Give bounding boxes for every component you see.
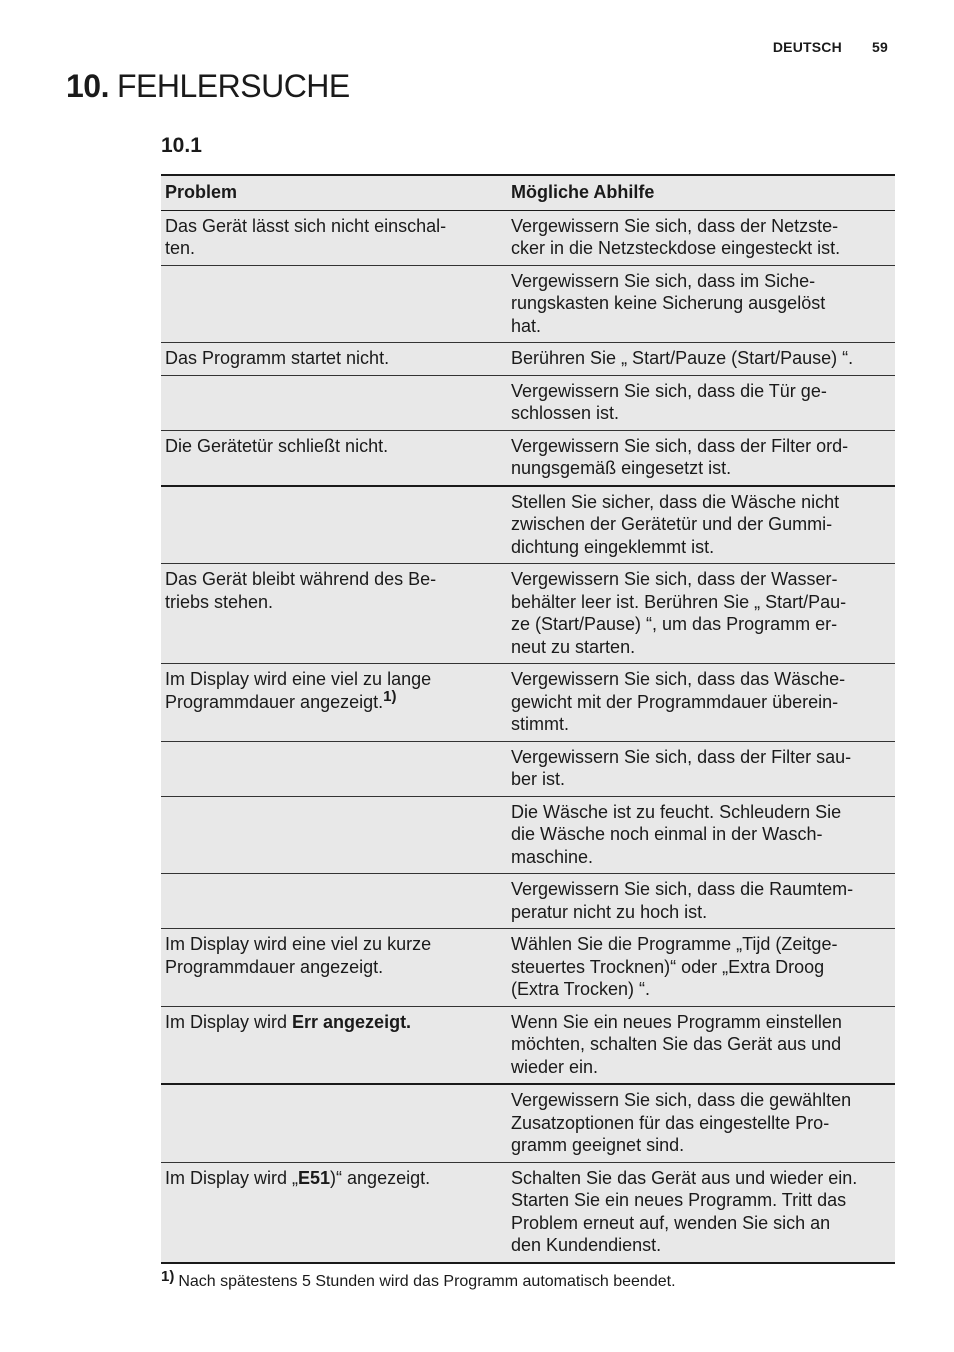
table-row <box>161 741 895 796</box>
table-row <box>161 929 895 1007</box>
table-row <box>161 796 895 874</box>
problem-cell <box>161 874 507 929</box>
chapter-title <box>66 68 350 105</box>
chapter-title-text: FEHLERSUCHE <box>116 68 350 104</box>
problem-cell: Das Gerät bleibt während des Be- triebs stehen. <box>165 569 437 612</box>
page-number: 59 <box>872 39 888 55</box>
remedy-cell: Schalten Sie das Gerät aus und wieder ein. Starten Sie ein neues Programm. Tritt das Problem erneut auf, wenden Sie sich an den Kundendienst. <box>511 1167 858 1255</box>
footnote <box>161 1268 676 1291</box>
table-row <box>161 265 895 343</box>
chapter-number: 10. <box>66 68 109 104</box>
problem-cell: Das Programm startet nicht. <box>165 348 390 368</box>
remedy-cell: Vergewissern Sie sich, dass der Wasser- behälter leer ist. Berühren Sie „ Start/Pau- ze (Start/Pause) “, um das Programm er- neut zu starten. <box>511 569 847 657</box>
problem-text: Im Display wird „ <box>165 1167 299 1188</box>
remedy-cell: Wenn Sie ein neues Programm einstellen möchten, schalten Sie das Gerät aus und wieder ein. <box>511 1011 842 1077</box>
problem-cell <box>161 796 507 874</box>
remedy-cell: Vergewissern Sie sich, dass im Siche- rungskasten keine Sicherung ausgelöst hat. <box>511 270 826 336</box>
table-row <box>161 375 895 430</box>
page-header <box>773 39 888 55</box>
table-row <box>161 1006 895 1084</box>
problem-cell <box>161 486 507 564</box>
table-row <box>161 664 895 742</box>
remedy-cell: Vergewissern Sie sich, dass die Raumtem- peratur nicht zu hoch ist. <box>511 879 854 922</box>
problem-cell <box>161 1162 507 1263</box>
remedy-cell: Vergewissern Sie sich, dass der Filter sau- ber ist. <box>511 746 852 789</box>
remedy-cell: Stellen Sie sicher, dass die Wäsche nicht zwischen der Gerätetür und der Gummi- dichtung eingeklemmt ist. <box>511 491 840 557</box>
table-row <box>161 486 895 564</box>
footnote-reference: 1) <box>383 687 397 705</box>
table-header-row <box>161 175 895 210</box>
footnote-text: Nach spätestens 5 Stunden wird das Programm automatisch beendet. <box>178 1273 676 1290</box>
column-header-problem: Problem <box>165 182 238 202</box>
error-code-text: Err angezeigt. <box>292 1011 412 1032</box>
problem-cell: Die Gerätetür schließt nicht. <box>165 435 389 456</box>
problem-cell: Im Display wird eine viel zu kurze Programmdauer angezeigt. <box>165 934 432 977</box>
remedy-cell: Vergewissern Sie sich, dass die Tür ge- schlossen ist. <box>511 380 827 423</box>
remedy-cell: Vergewissern Sie sich, dass die gewählten Zusatzoptionen für das eingestellte Pro- gramm geeignet sind. <box>511 1090 852 1155</box>
remedy-cell: Berühren Sie „ Start/Pauze (Start/Pause) “. <box>511 348 854 368</box>
table-row <box>161 1162 895 1263</box>
error-code-text: E51 <box>298 1167 331 1188</box>
problem-line: Im Display wird eine viel zu lange <box>165 669 432 689</box>
problem-line: Programmdauer angezeigt. <box>165 691 384 712</box>
table-row <box>161 210 895 265</box>
table-row <box>161 430 895 486</box>
remedy-cell: Vergewissern Sie sich, dass der Netzste- cker in die Netzsteckdose eingesteckt ist. <box>511 215 841 258</box>
problem-cell <box>161 664 507 742</box>
remedy-cell: Die Wäsche ist zu feucht. Schleudern Sie die Wäsche noch einmal in der Wasch- maschine. <box>511 801 842 867</box>
problem-cell: Das Gerät lässt sich nicht einschal- ten. <box>165 215 447 258</box>
remedy-cell: Vergewissern Sie sich, dass der Filter ord- nungsgemäß eingesetzt ist. <box>511 435 849 478</box>
table-row <box>161 564 895 664</box>
problem-text: )“ angezeigt. <box>330 1167 431 1188</box>
footnote-mark: 1) <box>161 1268 175 1285</box>
remedy-cell: Wählen Sie die Programme „Tijd (Zeitge- steuertes Trocknen)“ oder „Extra Droog (Extra Trocken) “. <box>511 934 838 999</box>
table-row <box>161 874 895 929</box>
table-row <box>161 1084 895 1162</box>
problem-cell <box>161 375 507 430</box>
problem-cell <box>161 1084 507 1162</box>
problem-text: Im Display wird <box>165 1011 293 1032</box>
table-row <box>161 343 895 376</box>
problem-cell <box>161 265 507 343</box>
section-number: 10.1 <box>161 134 202 157</box>
header-language: DEUTSCH <box>772 39 842 55</box>
problem-cell <box>161 1006 507 1084</box>
remedy-cell: Vergewissern Sie sich, dass das Wäsche- gewicht mit der Programmdauer überein- stimmt. <box>511 669 846 734</box>
column-header-remedy: Mögliche Abhilfe <box>511 182 655 202</box>
troubleshooting-table <box>161 174 895 1264</box>
problem-cell <box>161 741 507 796</box>
